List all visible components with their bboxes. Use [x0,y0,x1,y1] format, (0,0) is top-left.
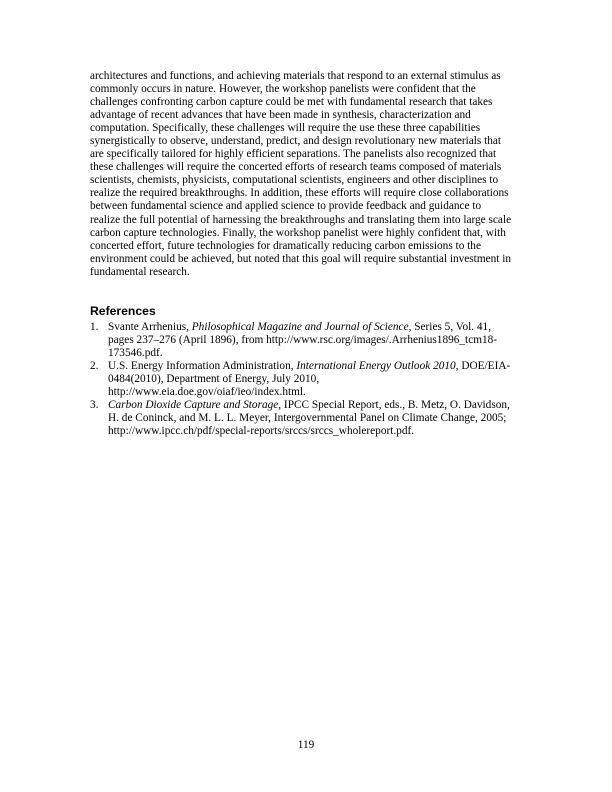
reference-title: Carbon Dioxide Capture and Storage [108,399,279,412]
reference-item-1 [90,321,530,360]
reference-number: 1. [90,321,99,333]
paragraph-line: commonly occurs in nature. However, the workshop panelists were confident that the [90,83,476,96]
reference-line [108,399,530,412]
paragraph-line: architectures and functions, and achieving materials that respond to an external stimulus as [90,70,501,82]
reference-number: 2. [90,360,99,373]
paragraph-line: environment could be achieved, but noted that this goal will require substantial investment in [90,252,512,265]
reference-item-2 [90,360,530,399]
paragraph-line: these challenges will require the concerted efforts of research teams composed of materials [90,161,502,174]
paragraph-line: between fundamental science and applied science to provide feedback and guidance to [90,200,482,213]
reference-item-3 [90,399,530,438]
references-list [90,321,530,438]
paragraph-line: synergistically to observe, understand, predict, and design revolutionary new materials that [90,135,502,148]
reference-text: Svante Arrhenius, [108,321,192,333]
paragraph-line: realize the required breakthroughs. In addition, these efforts will require close collaborations [90,187,509,200]
page-number: 119 [297,739,315,751]
reference-line: pages 237–276 (April 1896), from http://www.rsc.org/images/.Arrhenius1896_tcm18- [108,334,498,347]
body-paragraph [90,70,520,279]
reference-text: , IPCC Special Report, eds., B. Metz, O. Davidson, [278,399,510,412]
paragraph-line: fundamental research. [90,265,190,278]
reference-line: 0484(2010), Department of Energy, July 2010, [108,373,320,386]
reference-number: 3. [90,399,99,412]
reference-title: International Energy Outlook 2010 [296,360,456,373]
paragraph-line: carbon capture technologies. Finally, the workshop panelist were highly confident that, with [90,226,506,239]
reference-line: http://www.ipcc.ch/pdf/special-reports/srccs/srccs_wholereport.pdf. [108,425,415,438]
reference-text: U.S. Energy Information Administration, [108,360,297,373]
reference-line [108,360,530,373]
paragraph-line: scientists, chemists, physicists, computational scientists, engineers and other disciplines to [90,174,499,187]
reference-title: Philosophical Magazine and Journal of Science [191,321,409,333]
reference-line: 173546.pdf. [108,347,163,360]
paragraph-line: realize the full potential of harnessing the breakthroughs and translating them into large scale [90,213,512,226]
reference-line: http://www.eia.doe.gov/oiaf/ieo/index.html. [108,386,306,399]
paragraph-line: advantage of recent advances that have been made in synthesis, characterization and [90,109,471,122]
references-heading: References [90,304,156,318]
paragraph-line: challenges confronting carbon capture could be met with fundamental research that takes [90,96,493,109]
reference-line: H. de Coninck, and M. L. L. Meyer, Intergovernmental Panel on Climate Change, 2005; [108,412,507,425]
paragraph-line: concerted effort, future technologies for dramatically reducing carbon emissions to the [90,239,481,252]
paragraph-line: are specifically tailored for highly efficient separations. The panelists also recognized that [90,148,497,161]
reference-text: , DOE/EIA- [455,360,511,373]
paragraph-line: computation. Specifically, these challenges will require the use these three capabilities [90,122,481,135]
reference-text: , Series 5, Vol. 41, [408,321,492,333]
reference-line [108,321,530,334]
